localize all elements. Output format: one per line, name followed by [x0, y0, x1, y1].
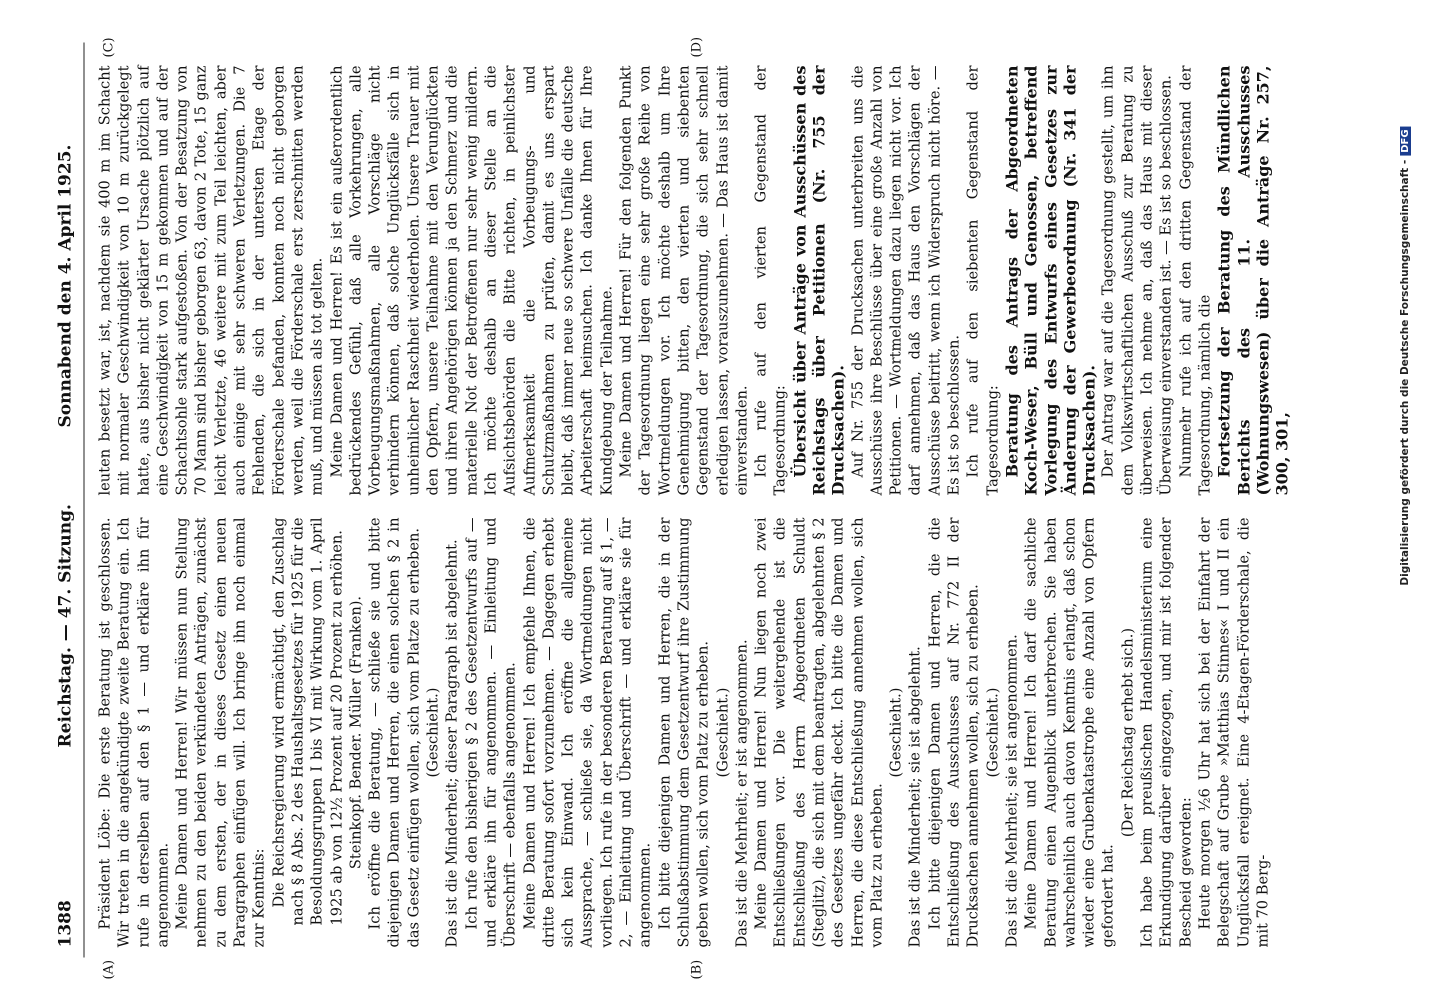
paragraph: Das ist die Mehrheit; er ist angenommen. — [733, 639, 751, 948]
paragraph: Ich bitte diejenigen Damen und Herren, die in der Schlußabstimmung dem Gesetzentwurf ihre Zustimmung geben wollen, sich vom Platz zu erheben. — [656, 517, 712, 948]
stage-note: (Geschieht.) — [714, 687, 731, 778]
paragraph: Meine Damen und Herren! Ich empfehle Ihnen, die dritte Beratung sofort vorzunehmen. — Dagegen erhebt sich kein Einwand. Ich eröffne die allgemeine Aussprache, — schließe sie, da Wortmeldungen nicht vorliegen. Ich rufe in der besonderen Beratung auf § 1, — 2, — Einleitung und Überschrift — und erkläre sie für angenommen. — [521, 517, 654, 948]
paragraph: Ich bitte diejenigen Damen und Herren, die die Entschließung des Ausschusses auf Nr. 772 II der Drucksachen annehmen wollen, sich zu erheben. — [926, 517, 982, 948]
left-column — [96, 518, 1273, 948]
agenda-item-heading: Fortsetzung der Beratung des Mündlichen Berichts des 11. Ausschusses (Wohnungswesen) über die Anträge Nr. 257, 300, 301, — [1214, 65, 1292, 496]
paragraph: Ich rufe auf den vierten Gegenstand der Tagesordnung: — [752, 65, 789, 496]
right-column — [96, 66, 1292, 496]
stage-note: (Geschieht.) — [984, 687, 1002, 778]
agenda-item-heading: Übersicht über Anträge von Ausschüssen des Reichstags über Petitionen (Nr. 755 der Drucksachen). — [790, 65, 848, 496]
paragraph: leuten besetzt war, ist, nachdem sie 400 m im Schacht mit normaler Geschwindigkeit von 10 m zurückgelegt hatte, aus bisher nicht geklärter Ursache plötzlich auf eine Geschwindigkeit von 15 m gekommen und auf der Schachtsohle stark aufgestoßen. Von der Besatzung von 70 Mann sind bisher geborgen 63, davon 2 Tote, 15 ganz leicht Verletzte, 46 weitere mit zum Teil leichten, aber auch einige mit sehr schweren Verletzungen. Die 7 Fehlenden, die sich in der untersten Etage der Förderschale befanden, konnten noch nicht geborgen werden, weil die Förderschale erst zerschnitten werden muß, und müssen als tot gelten. — [96, 65, 326, 496]
margin-letter-c: (C) — [101, 37, 117, 58]
agenda-item-heading: Beratung des Antrags der Abgeordneten Koch-Weser, Büll und Genossen, betreffend Vorlegung des Entwurfs eines Gesetzes zur Änderung der Gewerbeordnung (Nr. 341 der Drucksachen). — [1002, 65, 1099, 496]
margin-letter-b: (B) — [689, 959, 705, 980]
page-header — [50, 73, 84, 948]
running-title: Reichstag. — 47. Sitzung. — [55, 504, 76, 748]
paragraph: Meine Damen und Herren! Wir müssen nun Stellung nehmen zu den beiden verkündeten Anträgen, zunächst zu dem ersten, der in dieses Gesetz einen neuen Paragraphen einfügen will. Ich bringe ihn noch einmal zur Kenntnis: — [173, 517, 268, 948]
paragraph: Präsident Löbe: Die erste Beratung ist geschlossen. Wir treten in die angekündigte zweite Beratung ein. Ich rufe in derselben auf den § 1 — und erkläre ihn für angenommen. — [96, 517, 172, 948]
paragraph: Meine Damen und Herren! Für den folgenden Punkt der Tagesordnung liegen eine sehr große Reihe von Wortmeldungen vor. Ich möchte deshalb um Ihre Genehmigung bitten, den vierten und siebenten Gegenstand der Tagesordnung, die sich sehr schnell erledigen lassen, vorauszunehmen. — Das Haus ist damit einverstanden. — [617, 65, 751, 496]
stage-note: (Der Reichstag erhebt sich.) — [1119, 627, 1137, 838]
quoted-motion: Die Reichsregierung wird ermächtigt, den Zuschlag nach § 8 Abs. 2 des Haushaltsgesetzes für 1925 für die Besoldungsgruppen I bis VI mit Wirkung vom 1. April 1925 ab von 12½ Prozent auf 20 Prozent zu erhöhen. — [270, 517, 346, 926]
session-date: Sonnabend den 4. April 1925. — [55, 144, 76, 428]
document-page — [50, 13, 1385, 988]
paragraph: Heute morgen ½6 Uhr hat sich bei der Einfahrt der Belegschaft auf Grube »Matthias Stinnes« I und II ein Unglücksfall ereignet. Eine 4-Etagen-Förderschale, die mit 70 Berg- — [1196, 517, 1272, 948]
paragraph: Das ist die Mehrheit; sie ist angenommen. — [1003, 634, 1021, 948]
page-number: 1388 — [55, 900, 76, 948]
dfg-logo: DFG — [1400, 126, 1411, 155]
stage-note: (Geschieht.) — [424, 687, 442, 778]
paragraph: Meine Damen und Herren! Nun liegen noch zwei Entschließungen vor. Die weitergehende ist die Entschließung des Herrn Abgeordneten Schuldt (Steglitz), die sich mit dem beantragten, abgelehnten § 2 des Gesetzes ungefähr deckt. Ich bitte die Damen und Herren, die diese Entschließung annehmen wollen, sich vom Platz zu erheben. — [752, 517, 886, 948]
paragraph: Meine Damen und Herren! Es ist ein außerordentlich bedrückendes Gefühl, daß alle Vorkehrungen, alle Vorbeugungsmaßnahmen, alle Vorschläge nicht verhindern können, daß solche Unglücksfälle sich in unheimlicher Raschheit wiederholen. Unsere Trauer mit den Opfern, unsere Teilnahme mit den Verunglückten und ihren Angehörigen können ja den Schmerz und die materielle Not der Betroffenen nur sehr wenig mildern. Ich möchte deshalb an dieser Stelle an die Aufsichtsbehörden die Bitte richten, in peinlichster Aufmerksamkeit die Vorbeugungs- und Schutzmaßnahmen zu prüfen, damit es uns erspart bleibt, daß immer neue so schwere Unfälle die deutsche Arbeiterschaft heimsuchen. Ich danke Ihnen für Ihre Kundgebung der Teilnahme. — [328, 65, 616, 496]
paragraph: Meine Damen und Herren! Ich darf die sachliche Beratung einen Augenblick unterbrechen. Sie haben wahrscheinlich auch davon Kenntnis erlangt, daß schon wieder eine Grubenkatastrophe eine Anzahl von Opfern gefordert hat. — [1022, 517, 1117, 948]
digitization-credit — [1388, 6, 1422, 706]
paragraph: Das ist die Minderheit; dieser Paragraph ist abgelehnt. — [443, 539, 461, 948]
paragraph: Nunmehr rufe ich auf den dritten Gegenstand der Tagesordnung, nämlich die — [1177, 65, 1214, 496]
paragraph: Ich habe beim preußischen Handelsministerium eine Erkundigung darüber eingezogen, und mir ist folgender Bescheid geworden: — [1138, 517, 1195, 948]
paragraph: Das ist die Minderheit; sie ist abgelehnt. — [906, 646, 924, 948]
paragraph: Auf Nr. 755 der Drucksachen unterbreiten uns die Ausschüsse ihre Beschlüsse über eine große Anzahl von Petitionen. — Wortmeldungen dazu liegen nicht vor. Ich darf annehmen, daß das Haus den Vorschlägen der Ausschüsse beitritt, wenn ich Widerspruch nicht höre. — Es ist so beschlossen. — [849, 65, 963, 496]
margin-letter-a: (A) — [101, 959, 117, 980]
stage-note: (Geschieht.) — [887, 687, 905, 778]
header-rule — [84, 43, 85, 958]
paragraph: Ich rufe auf den siebenten Gegenstand der Tagesordnung: — [964, 65, 1002, 496]
paragraph: Der Antrag war auf die Tagesordnung gestellt, um ihn dem Volkswirtschaftlichen Ausschuß zur Beratung zu überweisen. Ich nehme an, daß das Haus mit dieser Überweisung einverstanden ist. — Es ist so beschlossen. — [1099, 65, 1175, 496]
paragraph: Ich rufe den bisherigen § 2 des Gesetzentwurfs auf — und erkläre ihn für angenommen. — Einleitung und Überschrift — ebenfalls angenommen. — [463, 517, 519, 948]
paragraph: Ich eröffne die Beratung, — schließe sie und bitte diejenigen Damen und Herren, die einen solchen § 2 in das Gesetz einfügen wollen, sich vom Platze zu erheben. — [366, 517, 423, 948]
signatories: Steinkopf. Bender. Müller (Franken). — [347, 595, 365, 870]
credit-text: Digitalisierung gefördert durch die Deutsche Forschungsgemeinschaft - — [1399, 159, 1411, 586]
margin-letter-d: (D) — [689, 36, 705, 58]
